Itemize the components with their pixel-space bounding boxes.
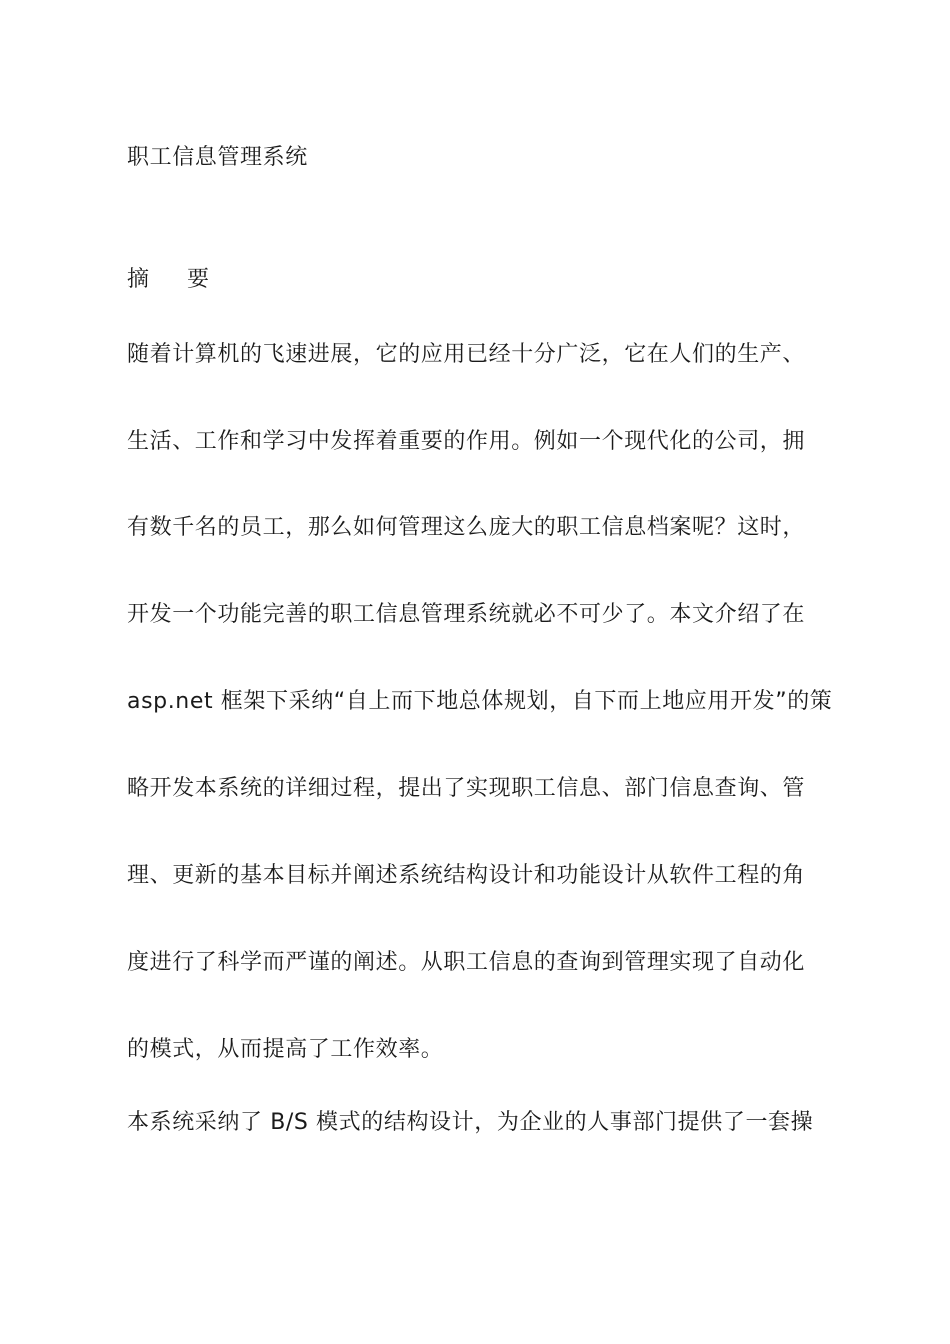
abstract-line-7: 理、更新的基本目标并阐述系统结构设计和功能设计从软件工程的角: [127, 863, 806, 888]
abstract-line-5: asp.net 框架下采纳“自上而下地总体规划，自下而上地应用开发”的策: [127, 689, 833, 714]
abstract-line-2: 生活、工作和学习中发挥着重要的作用。例如一个现代化的公司，拥: [127, 429, 806, 454]
abstract-line-1: 随着计算机的飞速进展，它的应用已经十分广泛，它在人们的生产、: [127, 342, 806, 367]
abstract-line-8: 度进行了科学而严谨的阐述。从职工信息的查询到管理实现了自动化: [127, 950, 806, 975]
abstract-line-6: 略开发本系统的详细过程，提出了实现职工信息、部门信息查询、管: [127, 776, 806, 801]
abstract-line-3: 有数千名的员工，那么如何管理这么庞大的职工信息档案呢？这时，: [127, 515, 806, 540]
abstract-heading-char-1: 摘: [127, 267, 150, 292]
abstract-line-4: 开发一个功能完善的职工信息管理系统就必不可少了。本文介绍了在: [127, 602, 806, 627]
abstract-heading-char-2: 要: [187, 267, 210, 292]
document-title: 职工信息管理系统: [127, 145, 308, 170]
abstract-heading: [127, 265, 209, 295]
paragraph-2-line-1: 本系统采纳了 B/S 模式的结构设计，为企业的人事部门提供了一套操: [127, 1110, 814, 1135]
abstract-line-9: 的模式，从而提高了工作效率。: [127, 1037, 444, 1062]
